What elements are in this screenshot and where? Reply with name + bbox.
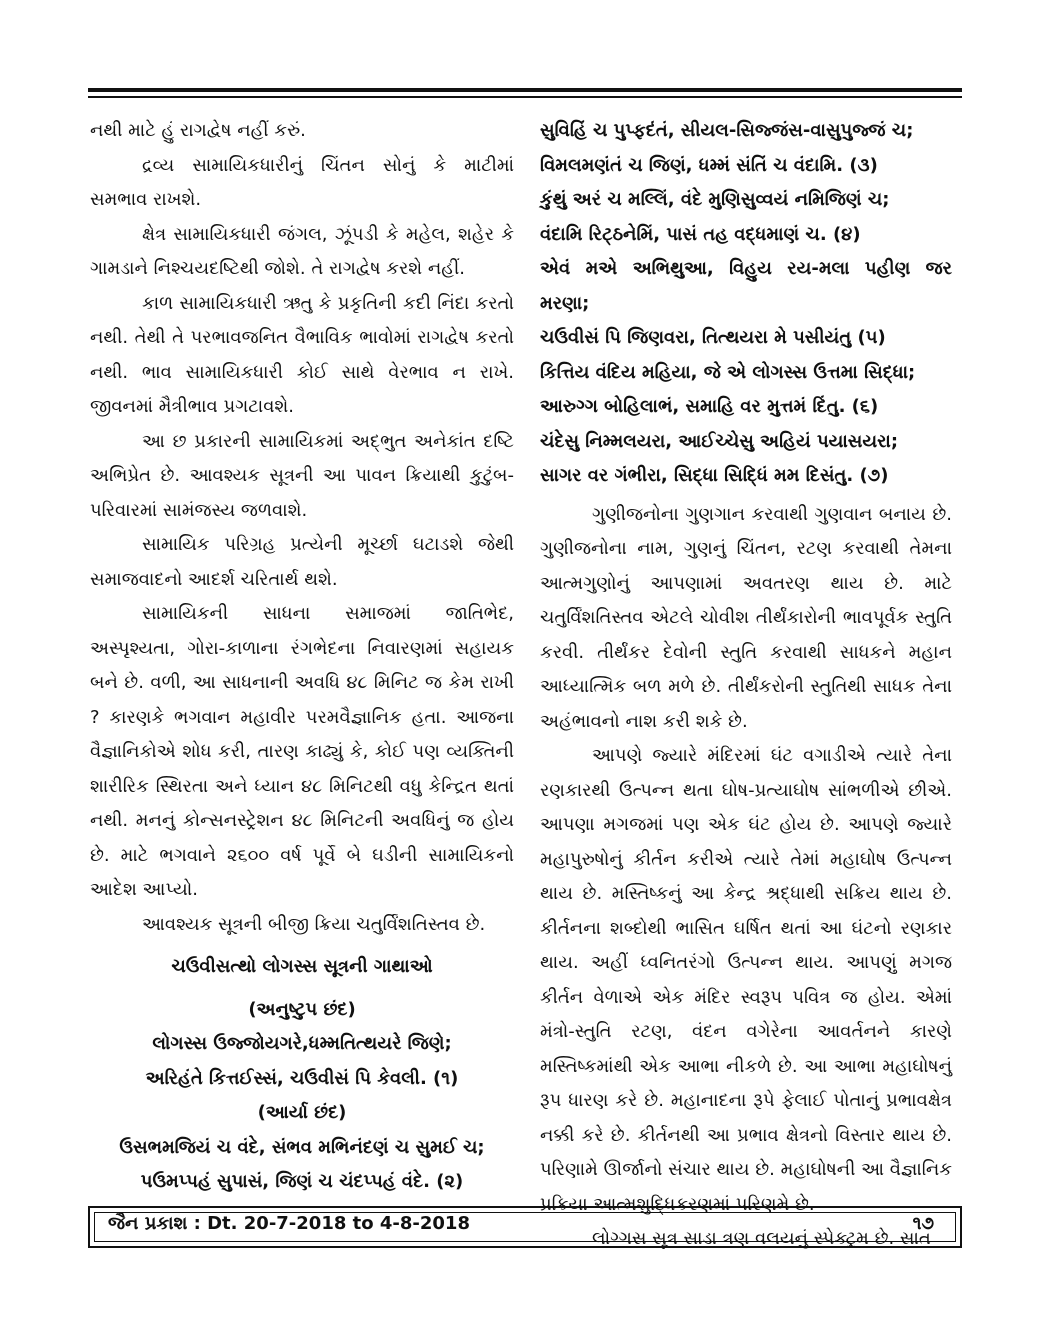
verse-line: સાગર વર ગંભીરા, સિદ્ધા સિદ્ધિં મમ દિસંતુ. (૭) [540, 465, 889, 486]
paragraph: આપણે જ્યારે મંદિરમાં ઘંટ વગાડીએ ત્યારે તેના રણકારથી ઉત્પન્ન થતા ઘોષ-પ્રત્યાઘોષ સાંભળીએ છીએ. આપણા મગજમાં પણ એક ઘંટ હોય છે. આપણે જ્યારે મહાપુરુષોનું કીર્તન કરીએ ત્યારે તેમાં મહાઘોષ ઉત્પન્ન થાય છે. મસ્તિષ્કનું આ કેન્દ્ર શ્રદ્ધાથી સક્રિય થાય છે. કીર્તનના શબ્દોથી ભાસિત ઘર્ષિત થતાં આ ઘંટનો રણકાર થાય. અહીં ધ્વનિતરંગો ઉત્પન્ન થાય. આપણું મગજ કીર્તન વેળાએ એક મંદિર સ્વરૂપ પવિત્ર જ હોય. એમાં મંત્રો-સ્તુતિ રટણ, વંદન વગેરેના આવર્તનને કારણે મસ્તિષ્કમાંથી એક આભા નીકળે છે. આ આભા મહાઘોષનું રૂપ ધારણ કરે છે. મહાનાદના રૂપે ફેલાઈ પોતાનું પ્રભાવક્ષેત્ર નક્કી કરે છે. કીર્તનથી આ પ્રભાવ ક્ષેત્રનો વિસ્તાર થાય છે. પરિણામે ઊર્જાનો સંચાર થાય છે. મહાઘોષની આ વૈજ્ઞાનિક પ્રક્રિયા આત્મશુદ્ધિકરણમાં પરિણમે છે. [540, 745, 952, 1215]
magazine-title-date: જૈન પ્રકાશ : Dt. 20-7-2018 to 4-8-2018 [108, 1213, 470, 1234]
paragraph: ગુણીજનોના ગુણગાન કરવાથી ગુણવાન બનાય છે. ગુણીજનોના નામ, ગુણનું ચિંતન, રટણ કરવાથી તેમના આત્મગુણોનું આપણામાં અવતરણ થાય છે. માટે ચતુર્વિંશતિસ્તવ એટલે ચોવીશ તીર્થંકારોની ભાવપૂર્વક સ્તુતિ કરવી. તીર્થંકર દેવોની સ્તુતિ કરવાથી સાધકને મહાન આધ્યાત્મિક બળ મળે છે. તીર્થંકરોની સ્તુતિથી સાધક તેના અહંભાવનો નાશ કરી શકે છે. [540, 503, 952, 732]
meter-label: (અનુષ્ટુપ છંદ) [248, 998, 356, 1020]
verse-line: અરિહંતે કિત્તઈસ્સં, ચઉવીસં પિ કેવલી. (૧) [145, 1067, 459, 1089]
page-number: ૧૭ [912, 1213, 934, 1234]
verse-line: કુંથું અરં ચ મલ્લિં, વંદે મુણિસુવ્વયં નમિજિણં ચ; [540, 189, 890, 210]
verse-line: પઉમપ્પહં સુપાસં, જિણં ચ ચંદપ્પહં વંદે. (૨) [140, 1171, 464, 1192]
paragraph: દ્રવ્ય સામાયિકધારીનું ચિંતન સોનું કે માટીમાં સમભાવ રાખશે. [90, 154, 514, 210]
paragraph: લોગ્ગસ સૂત્ર સાડા ત્રણ વલયનું સ્પેક્ટ્રમ છે. સાત [592, 1228, 931, 1249]
right-column [540, 114, 952, 1257]
section-heading: ચઉવીસત્થો લોગસ્સ સૂત્રની ગાથાઓ [171, 956, 433, 977]
paragraph: સામાયિક પરિગ્રહ પ્રત્યેની મૂર્ચ્છા ઘટાડશે જેથી સમાજવાદનો આદર્શ ચરિતાર્થ થશે. [90, 534, 514, 590]
verse-line: સુવિહિં ચ પુપ્ફદંતં, સીયલ-સિજ્જંસ-વાસુપુજ્જં ચ; [540, 120, 914, 141]
verse-line: વિમલમણંતં ચ જિણં, ધમ્મં સંતિં ચ વંદામિ. (૩) [540, 154, 878, 176]
top-rule-thin [88, 96, 962, 98]
verse-line: કિત્તિય વંદિય મહિયા, જે એ લોગસ્સ ઉત્તમા સિદ્ધા; [540, 361, 916, 383]
verse-line: લોગસ્સ ઉજ્જોયગરે,ધમ્મતિત્થયરે જિણે; [152, 1033, 452, 1054]
top-rule-thick [88, 88, 962, 92]
verse-line: વંદામિ રિટ્ઠનેમિં, પાસં તહ વદ્ધમાણં ચ. (૪) [540, 223, 861, 245]
verse-line: ચઉવીસં પિ જિણવરા, તિત્થયરા મે પસીયંતુ (૫) [540, 327, 886, 348]
paragraph: સામાયિકની સાધના સમાજમાં જાતિભેદ, અસ્પૃશ્યતા, ગોરા-કાળાના રંગભેદના નિવારણમાં સહાયક બને છે. વળી, આ સાધનાની અવધિ ૪૮ મિનિટ જ કેમ રાખી ? કારણકે ભગવાન મહાવીર પરમવૈજ્ઞાનિક હતા. આજના વૈજ્ઞાનિકોએ શોધ કરી, તારણ કાઢ્યું કે, કોઈ પણ વ્યક્તિની શારીરિક સ્થિરતા અને ધ્યાન ૪૮ મિનિટથી વધુ કેન્દ્રિત થતાં નથી. મનનું કોન્સનસ્ટ્રેશન ૪૮ મિનિટની અવધિનું જ હોય છે. માટે ભગવાને ૨૬૦૦ વર્ષ પૂર્વે બે ઘડીની સામાયિકનો આદેશ આપ્યો. [90, 603, 514, 900]
verse-line: ઉસભમજિયં ચ વંદે, સંભવ મભિનંદણં ચ સુમઈ ચ; [119, 1136, 485, 1158]
paragraph: કાળ સામાયિકધારી ઋતુ કે પ્રકૃતિની કદી નિંદા કરતો નથી. તેથી તે પરભાવજનિત વૈભાવિક ભાવોમાં રાગદ્વેષ કરતો નથી. ભાવ સામાયિકધારી કોઈ સાથે વેરભાવ ન રાખે. જીવનમાં મૈત્રીભાવ પ્રગટાવશે. [90, 292, 514, 417]
paragraph: ક્ષેત્ર સામાયિકધારી જંગલ, ઝૂંપડી કે મહેલ, શહેર કે ગામડાને નિશ્ચયદષ્ટિથી જોશે. તે રાગદ્વેષ કરશે નહીં. [90, 223, 514, 279]
verse-line: ચંદેસુ નિમ્મલયરા, આઈચ્ચેસુ અહિયં પયાસયરા; [540, 430, 899, 452]
verse-line: એવં મએ અભિથુઆ, વિહુય રય-મલા પહીણ જર મરણા; [540, 258, 952, 314]
footer-bar [88, 1206, 962, 1248]
left-column [90, 114, 514, 1200]
paragraph: આ છ પ્રકારની સામાયિકમાં અદ્‌ભુત અનેકાંત દષ્ટિ અભિપ્રેત છે. આવશ્યક સૂત્રની આ પાવન ક્રિયાથી કુટુંબ-પરિવારમાં સામંજસ્ય જળવાશે. [90, 430, 514, 521]
paragraph: આવશ્યક સૂત્રની બીજી ક્રિયા ચતુર્વિંશતિસ્તવ છે. [142, 913, 486, 935]
meter-label: (આર્યા છંદ) [257, 1102, 347, 1123]
paragraph: નથી માટે હું રાગદ્વેષ નહીં કરું. [90, 120, 306, 141]
verse-line: આરુગ્ગ બોહિલાભં, સમાહિ વર મુત્તમં દિંતુ. (૬) [540, 396, 879, 417]
